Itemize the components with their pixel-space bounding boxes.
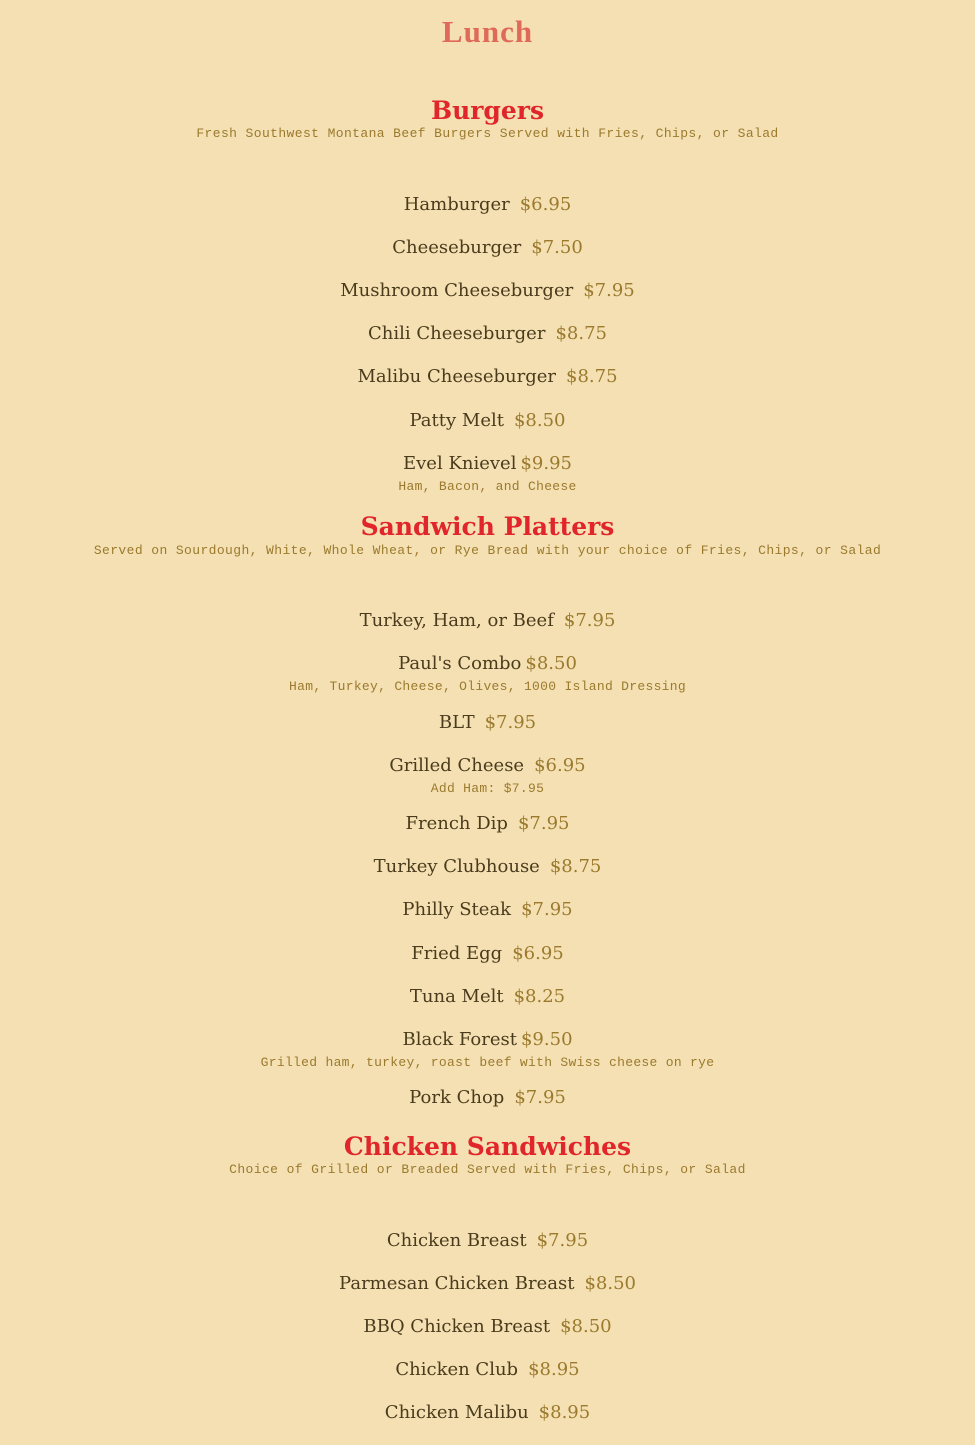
item-price: $7.50 — [531, 237, 583, 258]
item-price: $8.50 — [525, 653, 577, 674]
item-price: $9.50 — [520, 1029, 573, 1050]
item-note: Grilled ham, turkey, roast beef with Swiss cheese on rye — [260, 1055, 715, 1070]
item-price: $7.95 — [563, 610, 616, 631]
item-note: Add Ham: $7.95 — [430, 781, 545, 796]
item-name: Black Forest — [402, 1029, 517, 1050]
menu-item — [0, 1228, 975, 1254]
item-name: BLT — [438, 712, 475, 733]
menu-item — [0, 984, 975, 1010]
menu-item — [0, 321, 975, 347]
item-price: $7.95 — [583, 280, 635, 301]
item-note: Ham, Turkey, Cheese, Olives, 1000 Island Dressing — [289, 679, 686, 694]
menu-item — [0, 710, 975, 736]
menu-item — [0, 235, 975, 261]
item-price: $8.50 — [584, 1273, 636, 1294]
item-name: Tuna Melt — [409, 986, 504, 1007]
item-name: French Dip — [405, 813, 508, 834]
menu-item — [0, 608, 975, 634]
item-price: $9.95 — [520, 453, 572, 474]
item-name: BBQ Chicken Breast — [363, 1316, 551, 1337]
item-price: $8.75 — [549, 856, 602, 877]
item-name: Fried Egg — [411, 943, 503, 964]
item-name: Chicken Malibu — [384, 1402, 529, 1423]
menu-item — [0, 941, 975, 967]
item-price: $7.95 — [484, 712, 537, 733]
menu-item — [0, 451, 975, 477]
item-name: Chili Cheeseburger — [368, 323, 546, 344]
item-price: $8.95 — [538, 1402, 591, 1423]
page-title: Lunch — [441, 14, 534, 49]
menu-item — [0, 192, 975, 218]
section-title-chicken: Chicken Sandwiches — [343, 1132, 632, 1161]
menu-item — [0, 278, 975, 304]
item-price: $8.95 — [528, 1359, 580, 1380]
menu-item — [0, 753, 975, 779]
item-name: Chicken Breast — [386, 1230, 527, 1251]
item-name: Mushroom Cheeseburger — [340, 280, 574, 301]
menu-item — [0, 1357, 975, 1383]
item-name: Philly Steak — [402, 899, 512, 920]
item-price: $8.50 — [560, 1316, 612, 1337]
item-price: $8.50 — [513, 410, 566, 431]
menu-item — [0, 408, 975, 434]
item-name: Turkey, Ham, or Beef — [359, 610, 554, 631]
item-name: Grilled Cheese — [389, 755, 525, 776]
item-price: $8.75 — [566, 366, 618, 387]
section-title-burgers: Burgers — [430, 96, 545, 125]
item-note: Ham, Bacon, and Cheese — [398, 479, 577, 494]
item-name: Parmesan Chicken Breast — [339, 1273, 575, 1294]
item-price: $8.75 — [555, 323, 607, 344]
item-name: Hamburger — [403, 194, 510, 215]
item-name: Evel Knievel — [403, 453, 517, 474]
menu-item — [0, 811, 975, 837]
section-subtitle-chicken: Choice of Grilled or Breaded Served with Fries, Chips, or Salad — [229, 1162, 746, 1177]
menu-item — [0, 651, 975, 677]
item-price: $6.95 — [519, 194, 572, 215]
section-title-sandwiches: Sandwich Platters — [360, 512, 615, 541]
item-price: $6.95 — [534, 755, 586, 776]
item-price: $7.95 — [536, 1230, 589, 1251]
item-price: $7.95 — [521, 899, 573, 920]
item-name: Paul's Combo — [398, 653, 522, 674]
item-name: Malibu Cheeseburger — [357, 366, 557, 387]
item-name: Pork Chop — [409, 1087, 505, 1108]
item-name: Cheeseburger — [392, 237, 522, 258]
menu-item — [0, 1400, 975, 1426]
menu-item — [0, 897, 975, 923]
menu-item — [0, 1085, 975, 1111]
item-price: $7.95 — [514, 1087, 566, 1108]
item-price: $8.25 — [513, 986, 566, 1007]
section-subtitle-sandwiches: Served on Sourdough, White, Whole Wheat, or Rye Bread with your choice of Fries, Chips, or Salad — [93, 543, 882, 558]
menu-item — [0, 364, 975, 390]
item-price: $6.95 — [512, 943, 564, 964]
section-subtitle-burgers: Fresh Southwest Montana Beef Burgers Served with Fries, Chips, or Salad — [196, 126, 779, 141]
menu-item — [0, 1271, 975, 1297]
item-name: Turkey Clubhouse — [373, 856, 540, 877]
item-name: Patty Melt — [409, 410, 504, 431]
item-name: Chicken Club — [395, 1359, 519, 1380]
menu-item — [0, 1027, 975, 1053]
item-price: $7.95 — [517, 813, 570, 834]
menu-item — [0, 854, 975, 880]
menu-item — [0, 1314, 975, 1340]
